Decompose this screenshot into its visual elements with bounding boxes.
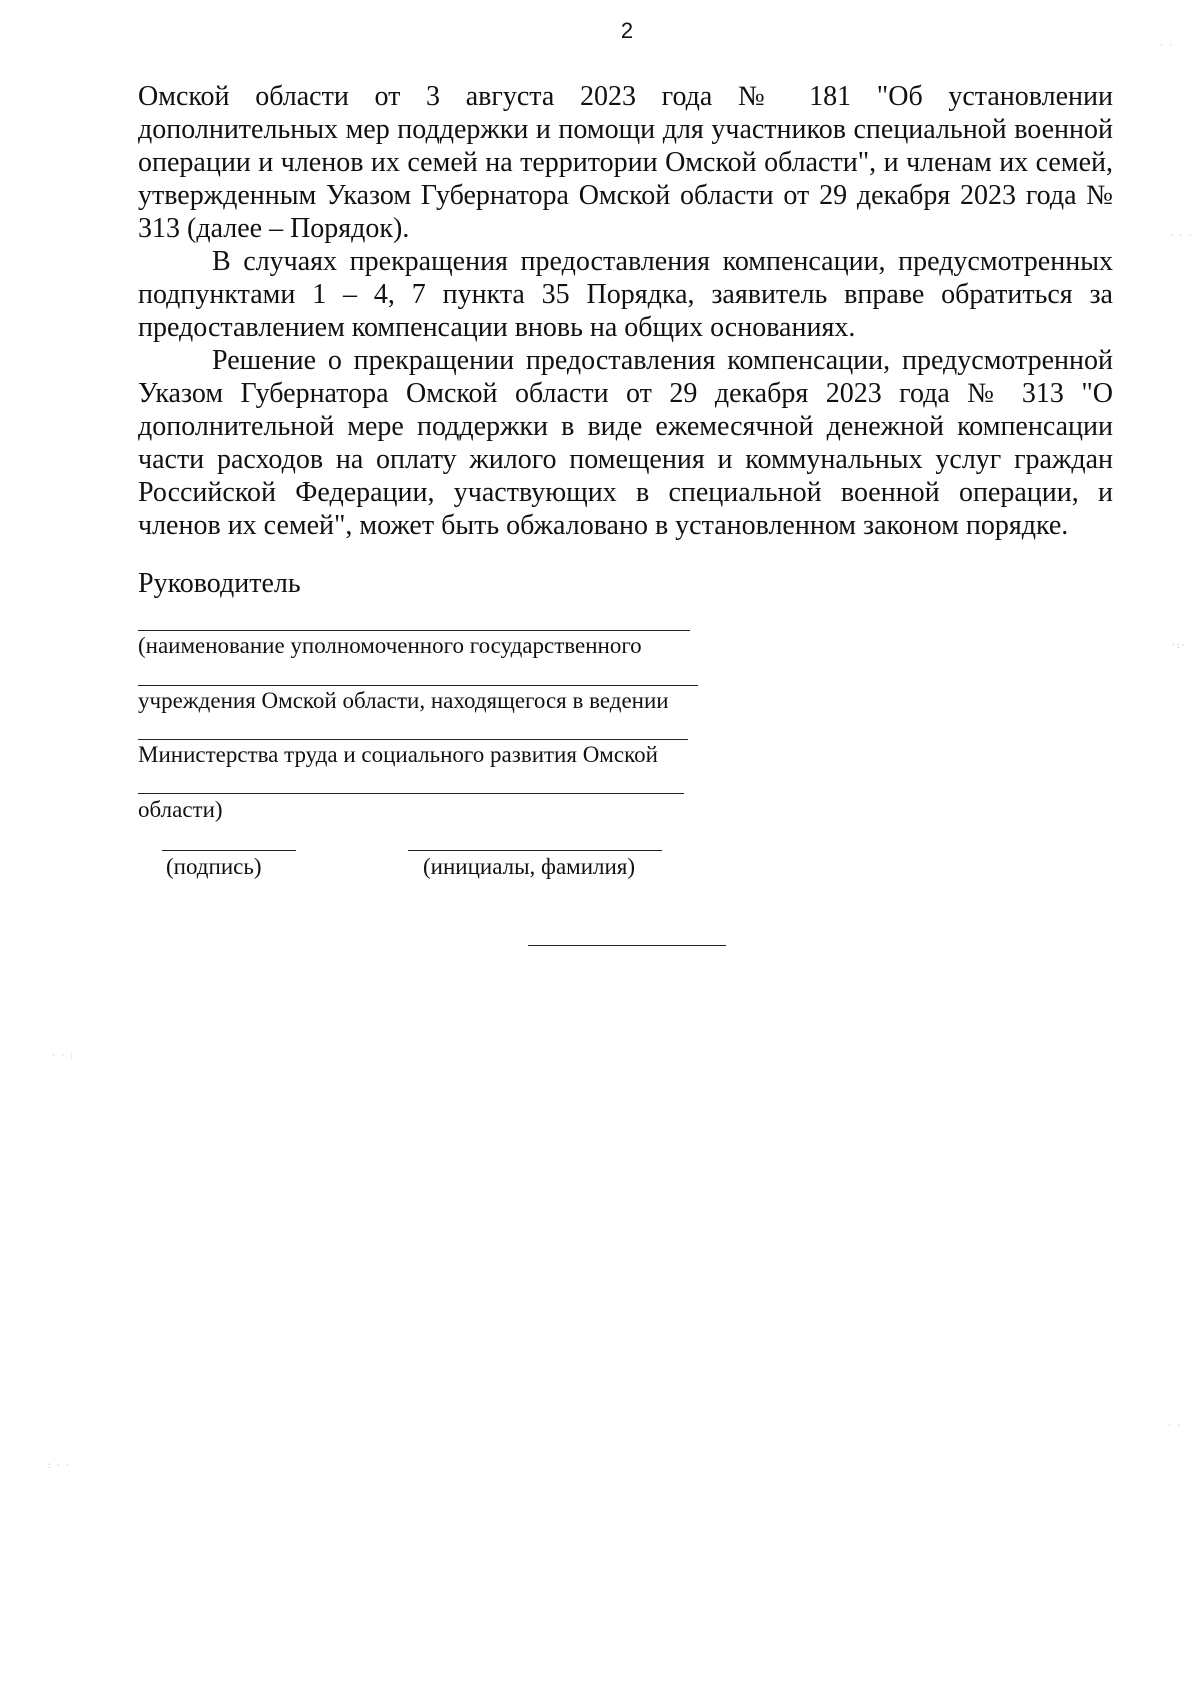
signature-heading: Руководитель <box>138 568 301 599</box>
scan-noise: · · · <box>1170 230 1194 240</box>
scan-noise: ·:· <box>1172 640 1187 650</box>
signature-line <box>162 850 296 851</box>
signature-label: (подпись) <box>166 854 262 879</box>
paragraph-continuation: Омской области от 3 августа 2023 года № 181 "Об установлении дополнительных мер поддержки и помощи для участников специальной военной операции и членов их семей на территории Омской области", и членам их семей, утвержденным Указом Губернатора Омской области от 29 декабря 2023 года № 313 (далее – Порядок). <box>138 81 1113 244</box>
name-line <box>408 850 662 851</box>
signature-rule-2 <box>138 685 698 686</box>
org-label-line-4: области) <box>138 797 223 822</box>
scan-noise: · · <box>1168 1420 1183 1430</box>
end-separator <box>528 945 726 946</box>
signature-rule-4 <box>138 793 684 794</box>
paragraph-compensation-renewal: В случаях прекращения предоставления компенсации, предусмотренных подпунктами 1 – 4, 7 пункта 35 Порядка, заявитель вправе обратиться за предоставлением компенсации вновь на общих основаниях. <box>138 246 1113 343</box>
name-label: (инициалы, фамилия) <box>423 854 636 879</box>
signature-rule-1 <box>138 630 690 631</box>
paragraph-appeal: Решение о прекращении предоставления компенсации, предусмотренной Указом Губернатора Омской области от 29 декабря 2023 года № 313 "О дополнительной мере поддержки в виде ежемесячной денежной компенсации части расходов на оплату жилого помещения и коммунальных услуг граждан Российской Федерации, участвующих в специальной военной операции, и членов их семей", может быть обжаловано в установленном законом порядке. <box>138 345 1113 541</box>
org-label-line-1: (наименование уполномоченного государственного <box>138 633 642 658</box>
scan-noise: · · <box>1160 40 1175 50</box>
scan-noise: · · : <box>52 1050 75 1060</box>
signature-rule-3 <box>138 739 688 740</box>
org-label-line-2: учреждения Омской области, находящегося в ведении <box>138 688 669 713</box>
page-number: 2 <box>620 18 634 43</box>
scan-noise: : · · <box>48 1460 71 1470</box>
document-body <box>138 80 1113 542</box>
org-label-line-3: Министерства труда и социального развития Омской <box>138 742 658 767</box>
